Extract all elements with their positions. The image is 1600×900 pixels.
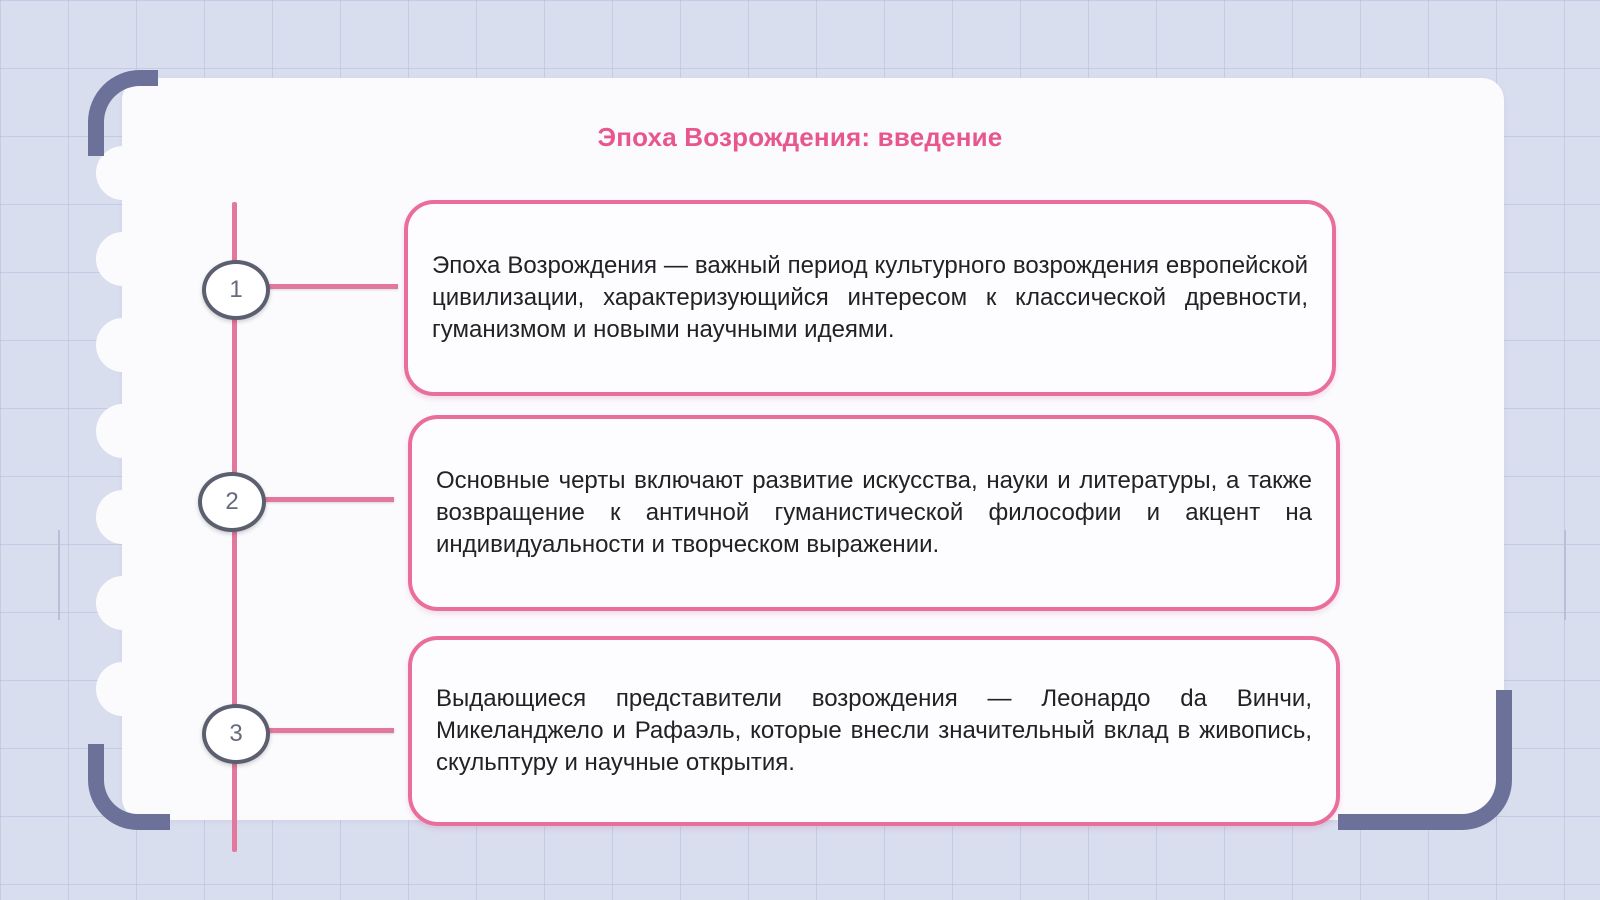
timeline-node-1: 1 — [202, 260, 270, 320]
sheet-scallop — [96, 576, 150, 630]
timeline-connector-1 — [262, 284, 398, 289]
sheet-scallop — [96, 318, 150, 372]
sheet-scallop — [96, 490, 150, 544]
background-tick-right — [1564, 530, 1566, 620]
timeline-card-text: Эпоха Возрождения — важный период культурного возрождения европейской цивилизации, характеризующийся интересом к классической древности, гуманизмом и новыми научными идеями. — [432, 252, 1308, 343]
sheet-scallop — [96, 404, 150, 458]
sheet-scallop — [96, 662, 150, 716]
corner-bracket-bottom-left — [88, 744, 170, 830]
timeline-node-2: 2 — [198, 472, 266, 532]
corner-bracket-bottom-right — [1338, 690, 1512, 830]
timeline-connector-2 — [258, 497, 394, 502]
timeline-card-1 — [404, 200, 1336, 396]
timeline-card-3 — [408, 636, 1340, 826]
sheet-scallop — [96, 232, 150, 286]
timeline-card-2 — [408, 415, 1340, 611]
background-tick-left — [58, 530, 60, 620]
timeline-node-3: 3 — [202, 704, 270, 764]
timeline-connector-3 — [262, 728, 394, 733]
timeline-card-text: Основные черты включают развитие искусства, науки и литературы, а также возвращение к античной гуманистической философии и акцент на индивидуальности и творческом выражении. — [436, 467, 1312, 558]
timeline-card-text: Выдающиеся представители возрождения — Леонардо da Винчи, Микеланджело и Рафаэль, которые внесли значительный вклад в живопись, скульптуру и научные открытия. — [436, 685, 1312, 776]
page-title: Эпоха Возрождения: введение — [597, 122, 1003, 152]
